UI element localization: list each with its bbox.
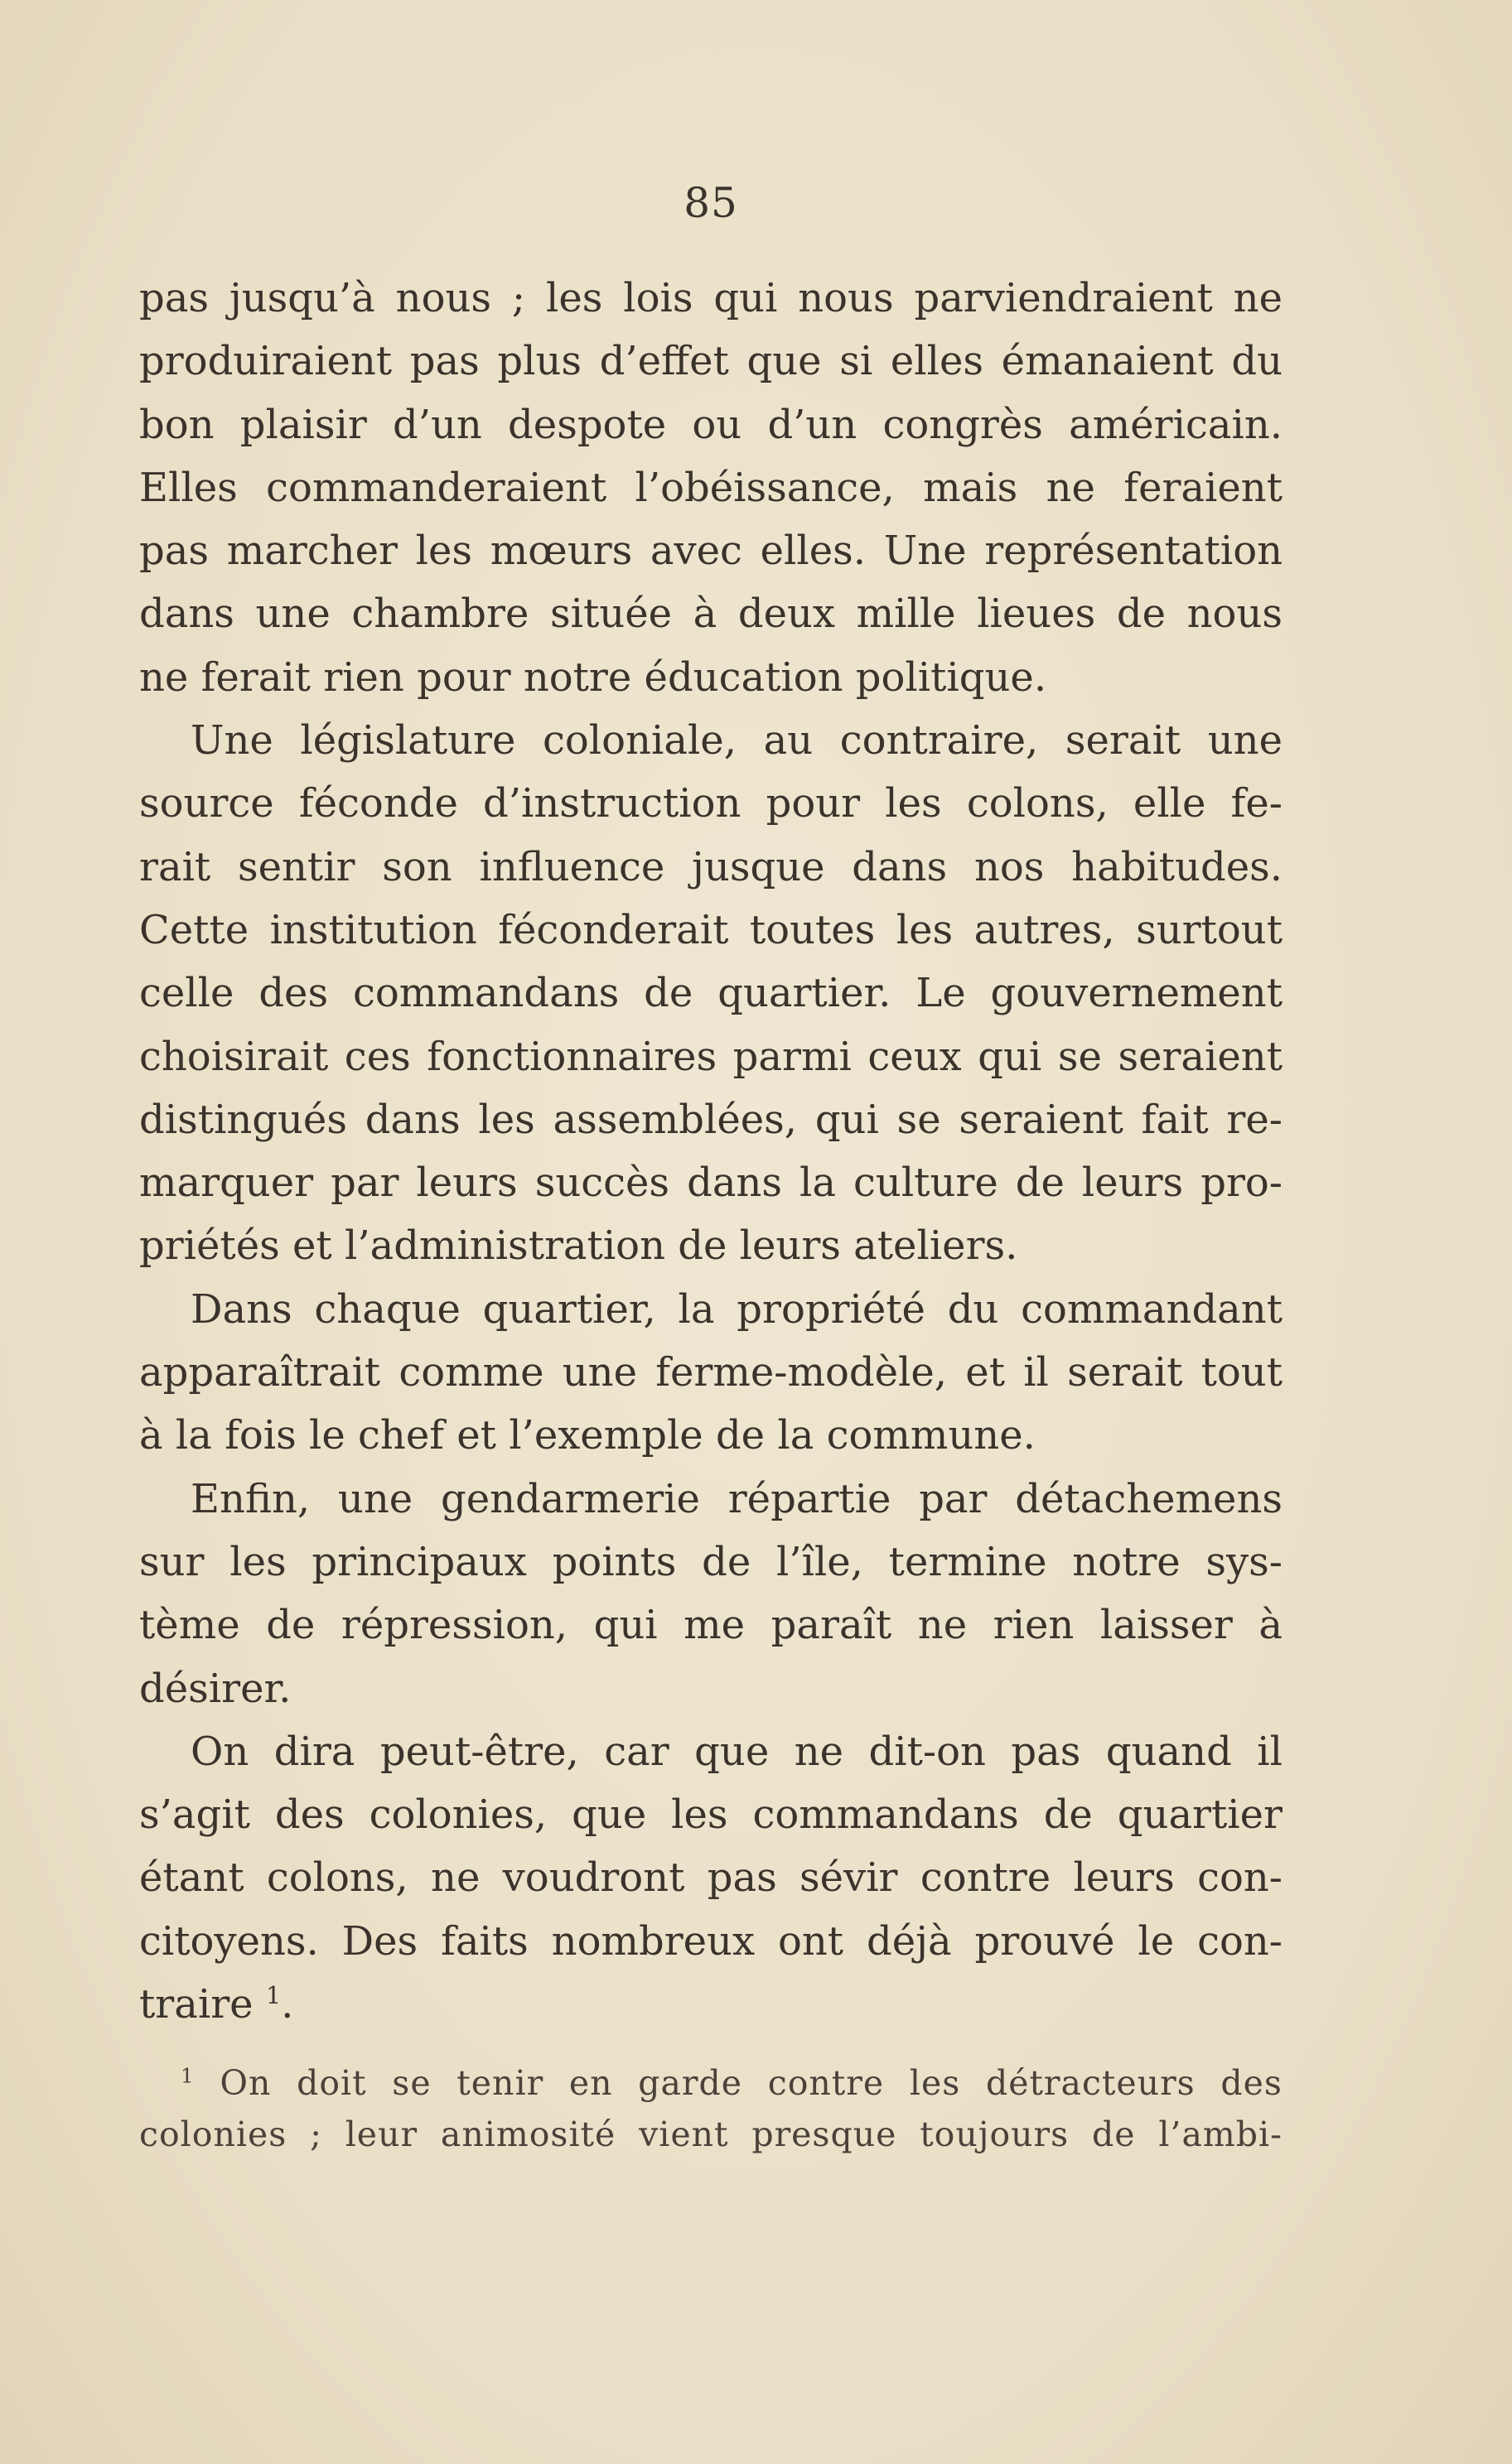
text-line: choisirait ces fonctionnaires parmi ceux qui se seraient <box>139 1033 1283 1080</box>
text-line: bon plaisir d’un despote ou d’un congrès américain. <box>139 401 1283 448</box>
text-block <box>139 166 1283 2160</box>
text-line-words: traire <box>139 1981 254 2028</box>
text-line: Cette institution féconderait toutes les autres, surtout <box>139 906 1283 953</box>
paragraph-5 <box>139 1720 1283 2036</box>
end-punctuation: . <box>281 1981 294 2028</box>
paragraph-3 <box>139 1278 1283 1468</box>
text-line: distingués dans les assemblées, qui se seraient fait re- <box>139 1096 1283 1143</box>
text-line: Enfin, une gendarmerie répartie par détachemens <box>191 1475 1283 1522</box>
text-line: Elles commanderaient l’obéissance, mais ne feraient <box>139 464 1283 511</box>
paragraph-4 <box>139 1468 1283 1720</box>
text-line: ne ferait rien pour notre éducation politique. <box>139 653 1047 701</box>
text-line: s’agit des colonies, que les commandans de quartier <box>139 1791 1283 1839</box>
text-line: citoyens. Des faits nombreux ont déjà prouvé le con- <box>139 1917 1283 1965</box>
text-line-final <box>139 1973 1283 2036</box>
text-line: On dira peut-être, car que ne dit-on pas quand il <box>191 1728 1283 1775</box>
text-line: pas marcher les mœurs avec elles. Une représentation <box>139 528 1283 575</box>
text-line: sur les principaux points de l’île, termine notre sys- <box>139 1538 1283 1585</box>
text-line: à la fois le chef et l’exemple de la commune. <box>139 1412 1036 1459</box>
text-line: apparaîtrait comme une ferme-modèle, et il serait tout <box>139 1349 1283 1396</box>
paragraph-1 <box>139 267 1283 709</box>
footnote-marker: 1 <box>181 2063 195 2088</box>
footnote-text: On doit se tenir en garde contre les détracteurs des <box>220 2063 1283 2104</box>
text-line: celle des commandans de quartier. Le gouvernement <box>139 970 1283 1017</box>
text-line: dans une chambre située à deux mille lieues de nous <box>139 591 1283 638</box>
text-line: pas jusqu’à nous ; les lois qui nous parviendraient ne <box>139 275 1283 321</box>
text-line: source féconde d’instruction pour les colons, elle fe- <box>139 780 1283 827</box>
text-line: rait sentir son influence jusque dans nos habitudes. <box>139 843 1283 890</box>
paragraph-2 <box>139 709 1283 1278</box>
footnote <box>139 2057 1283 2160</box>
text-line: désirer. <box>139 1665 292 1712</box>
text-line: priétés et l’administration de leurs ateliers. <box>139 1222 1018 1270</box>
text-line: marquer par leurs succès dans la culture de leurs pro- <box>139 1160 1283 1207</box>
text-line: Dans chaque quartier, la propriété du commandant <box>191 1285 1283 1333</box>
text-line: étant colons, ne voudront pas sévir contre leurs con- <box>139 1854 1283 1902</box>
text-line: produiraient pas plus d’effet que si elles émanaient du <box>139 338 1283 385</box>
footnote-line: colonies ; leur animosité vient presque toujours de l’ambi- <box>139 2114 1283 2155</box>
footnote-reference[interactable]: 1 <box>265 1981 282 2010</box>
text-line: Une législature coloniale, au contraire, serait une <box>191 717 1283 764</box>
footnote-line <box>139 2057 1283 2109</box>
page-number: 85 <box>684 179 738 227</box>
text-line: tème de répression, qui me paraît ne rien laisser à <box>139 1602 1283 1649</box>
